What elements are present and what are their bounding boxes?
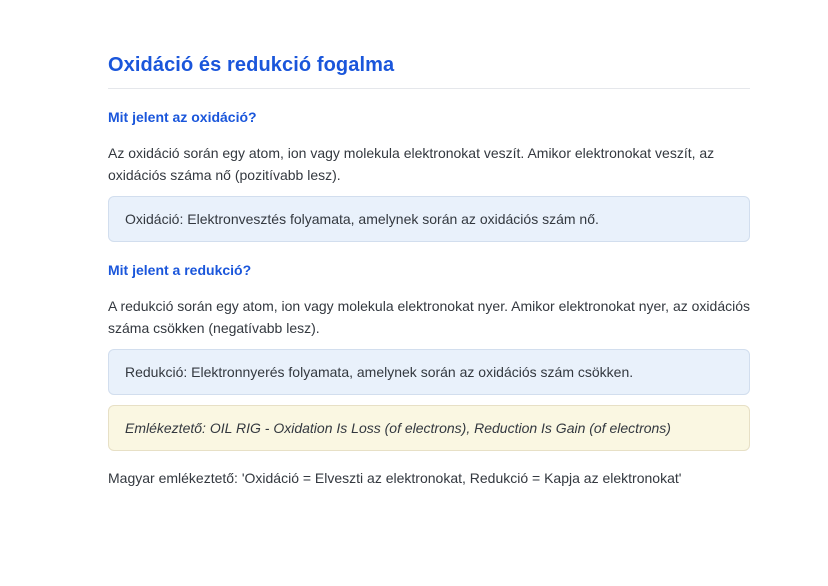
section-body-oxidation: Az oxidáció során egy atom, ion vagy molekula elektronokat veszít. Amikor elektronokat veszít, az oxidációs száma nő (pozitívabb lesz).	[108, 145, 715, 183]
document-content	[108, 52, 750, 489]
mnemonic-callout-text: Emlékeztető: OIL RIG - Oxidation Is Loss (of electrons), Reduction Is Gain (of electrons)	[125, 420, 671, 436]
title-divider	[108, 88, 750, 89]
hungarian-mnemonic: Magyar emlékeztető: 'Oxidáció = Elveszti az elektronokat, Redukció = Kapja az elektronokat'	[108, 470, 682, 486]
section-body-reduction: A redukció során egy atom, ion vagy molekula elektronokat nyer. Amikor elektronokat nyer, az oxidációs száma csökken (negatívabb lesz).	[108, 298, 751, 336]
mnemonic-callout	[108, 405, 750, 451]
page-title: Oxidáció és redukció fogalma	[108, 54, 395, 76]
section-heading-oxidation: Mit jelent az oxidáció?	[108, 109, 257, 125]
definition-callout-oxidation	[108, 196, 750, 242]
definition-callout-reduction-text: Redukció: Elektronnyerés folyamata, amelynek során az oxidációs szám csökken.	[125, 364, 634, 380]
section-heading-reduction: Mit jelent a redukció?	[108, 262, 252, 278]
definition-callout-oxidation-text: Oxidáció: Elektronvesztés folyamata, amelynek során az oxidációs szám nő.	[125, 211, 599, 227]
definition-callout-reduction	[108, 349, 750, 395]
